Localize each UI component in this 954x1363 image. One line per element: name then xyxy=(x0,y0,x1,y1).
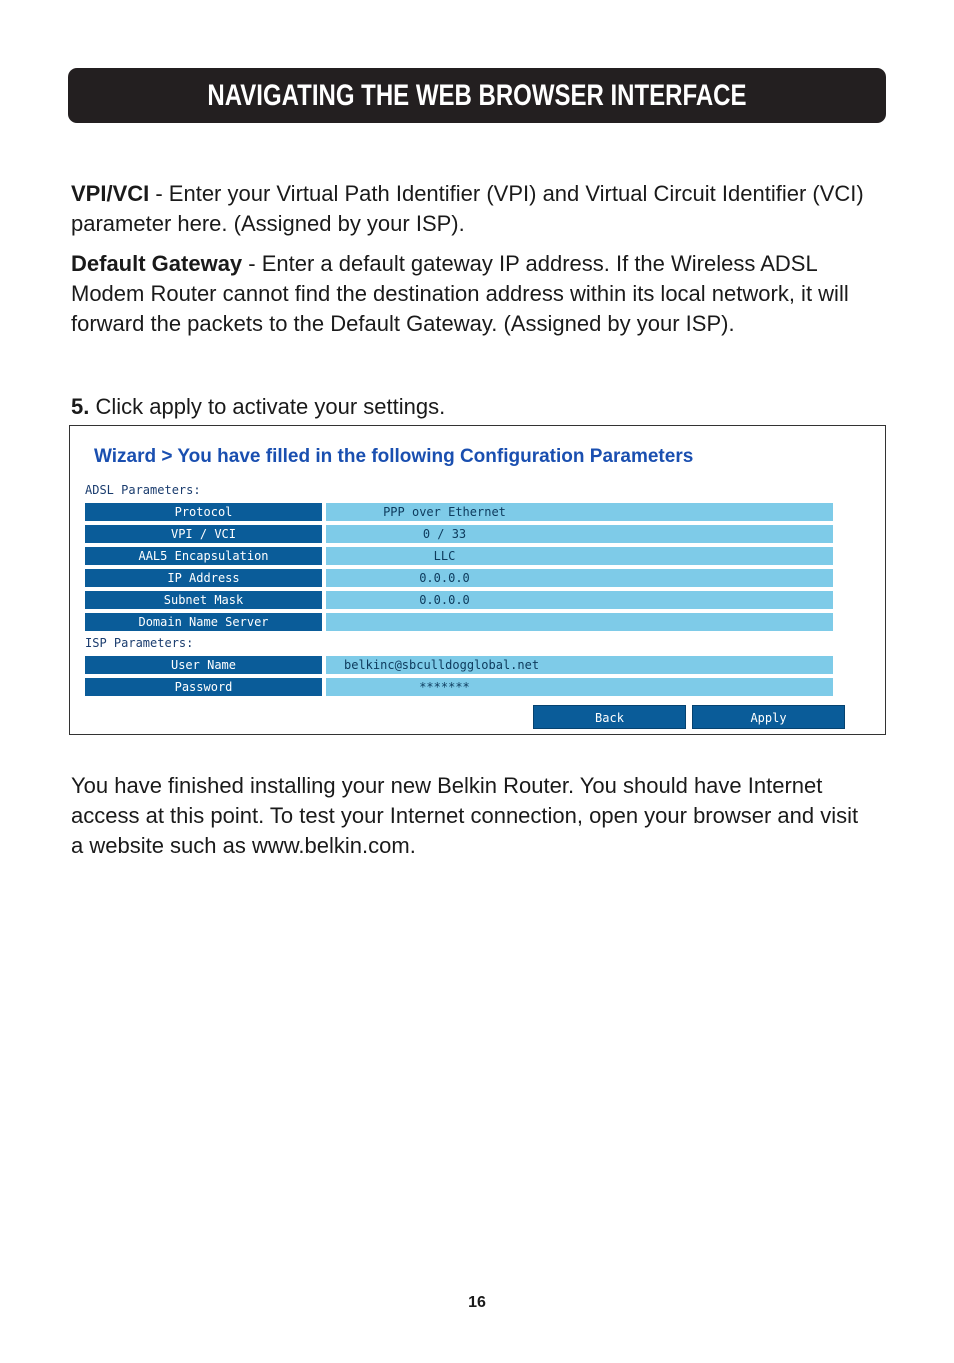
section-title: NAVIGATING THE WEB BROWSER INTERFACE xyxy=(207,78,747,112)
param-label: AAL5 Encapsulation xyxy=(85,547,322,565)
param-row-dns xyxy=(85,613,833,631)
param-label: Subnet Mask xyxy=(85,591,322,609)
param-label: User Name xyxy=(85,656,322,674)
gateway-description: - Enter a default gateway IP address. If the Wireless ADSL Modem Router cannot find the destination address within its local network, it will forward the packets to the Default Gateway. (Assigned by your ISP). xyxy=(71,251,849,336)
param-label: Protocol xyxy=(85,503,322,521)
param-value: LLC xyxy=(326,547,833,565)
step-paragraph xyxy=(71,392,871,422)
param-value: belkinc@sbculldogglobal.net xyxy=(326,656,833,674)
section-header xyxy=(68,68,886,123)
param-label: IP Address xyxy=(85,569,322,587)
param-row-vpi-vci xyxy=(85,525,833,543)
step-number: 5. xyxy=(71,394,90,419)
finish-paragraph: You have finished installing your new Belkin Router. You should have Internet access at this point. To test your Internet connection, open your browser and visit a website such as www.belkin.com. xyxy=(71,773,859,858)
wizard-title: Wizard > You have filled in the following Configuration Parameters xyxy=(94,446,694,467)
gateway-paragraph xyxy=(71,249,871,339)
param-value: 0 / 33 xyxy=(326,525,833,543)
param-value: 0.0.0.0 xyxy=(326,569,833,587)
param-label: VPI / VCI xyxy=(85,525,322,543)
param-row-ip-address xyxy=(85,569,833,587)
param-value: 0.0.0.0 xyxy=(326,591,833,609)
vpi-term: VPI/VCI xyxy=(71,181,150,206)
isp-parameters-label: ISP Parameters: xyxy=(85,636,194,650)
param-row-user-name xyxy=(85,656,833,674)
page-number: 16 xyxy=(468,1294,486,1311)
step-text: Click apply to activate your settings. xyxy=(89,394,446,419)
param-label: Password xyxy=(85,678,322,696)
adsl-parameters-label: ADSL Parameters: xyxy=(85,483,201,497)
param-value: PPP over Ethernet xyxy=(326,503,833,521)
apply-button[interactable]: Apply xyxy=(692,705,845,729)
wizard-screenshot xyxy=(69,425,886,735)
vpi-description: - Enter your Virtual Path Identifier (VPI) and Virtual Circuit Identifier (VCI) parameter here. (Assigned by your ISP). xyxy=(71,181,864,236)
param-value: ******* xyxy=(326,678,833,696)
back-button[interactable]: Back xyxy=(533,705,686,729)
param-label: Domain Name Server xyxy=(85,613,322,631)
vpi-paragraph xyxy=(71,179,871,239)
param-value xyxy=(326,613,833,631)
param-row-aal5 xyxy=(85,547,833,565)
gateway-term: Default Gateway xyxy=(71,251,243,276)
param-row-password xyxy=(85,678,833,696)
param-row-subnet-mask xyxy=(85,591,833,609)
param-row-protocol xyxy=(85,503,833,521)
